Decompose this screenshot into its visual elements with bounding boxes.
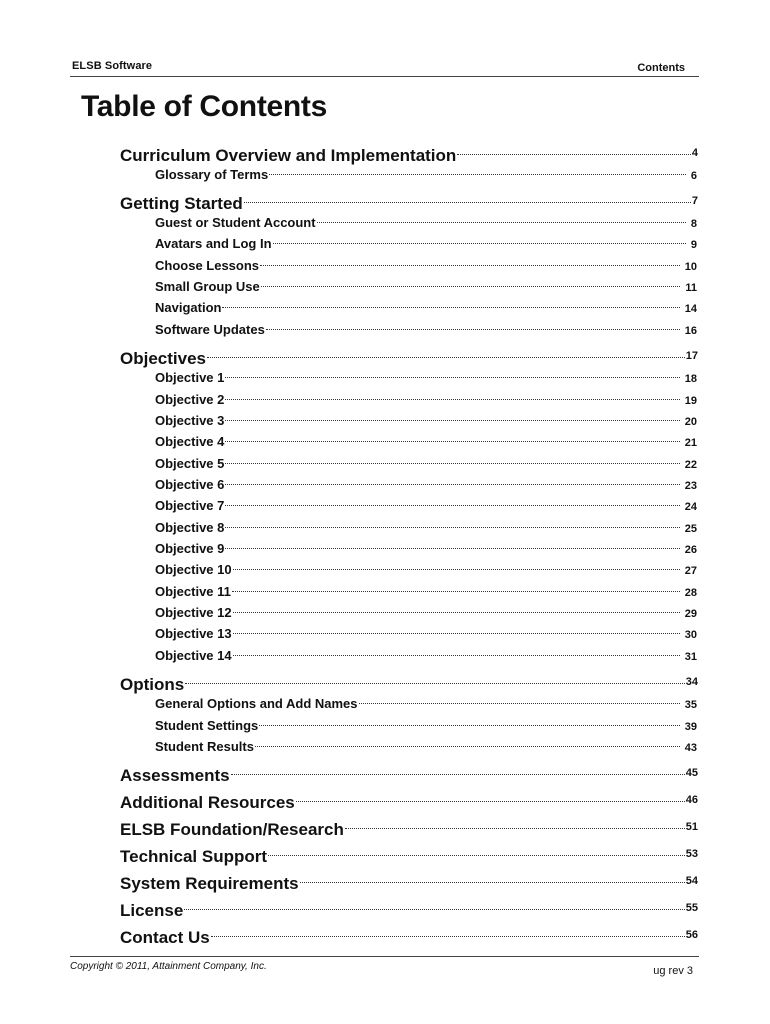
toc-subsection-entry[interactable] xyxy=(155,456,697,471)
toc-page-number: 24 xyxy=(684,501,697,513)
header-section-name: Contents xyxy=(637,62,685,74)
toc-page-number: 22 xyxy=(684,459,697,471)
toc-subsection-entry[interactable] xyxy=(155,605,697,620)
toc-subsection-entry[interactable] xyxy=(155,413,697,428)
toc-page-number: 53 xyxy=(685,848,698,860)
toc-section-entry[interactable] xyxy=(120,349,698,369)
toc-dot-leader xyxy=(345,828,685,829)
toc-dot-leader xyxy=(231,774,685,775)
toc-entry-label: Additional Resources xyxy=(120,793,295,812)
toc-section-entry[interactable] xyxy=(120,820,698,840)
toc-page-number: 4 xyxy=(691,147,698,159)
toc-section-entry[interactable] xyxy=(120,928,698,948)
toc-dot-leader xyxy=(225,463,679,464)
toc-dot-leader xyxy=(225,399,679,400)
toc-section-entry[interactable] xyxy=(120,194,698,214)
toc-page-number: 55 xyxy=(685,902,698,914)
toc-entry-label: Objective 4 xyxy=(155,434,225,449)
toc-section-entry[interactable] xyxy=(120,901,698,921)
toc-page-number: 51 xyxy=(685,821,698,833)
toc-dot-leader xyxy=(269,174,686,175)
toc-page-number: 54 xyxy=(685,875,698,887)
toc-dot-leader xyxy=(300,882,685,883)
toc-page-number: 8 xyxy=(690,218,697,230)
toc-dot-leader xyxy=(184,909,684,910)
toc-page-number: 27 xyxy=(684,565,697,577)
toc-subsection-entry[interactable] xyxy=(155,258,697,273)
toc-entry-label: Objective 7 xyxy=(155,498,225,513)
toc-entry-label: Objective 6 xyxy=(155,477,225,492)
toc-entry-label: Navigation xyxy=(155,300,222,315)
toc-dot-leader xyxy=(259,725,679,726)
toc-page-number: 16 xyxy=(684,325,697,337)
toc-dot-leader xyxy=(225,484,679,485)
toc-entry-label: Getting Started xyxy=(120,194,243,213)
toc-entry-label: Student Settings xyxy=(155,718,259,733)
toc-page-number: 10 xyxy=(684,261,697,273)
page-title: Table of Contents xyxy=(81,90,328,123)
toc-page-number: 28 xyxy=(684,587,697,599)
toc-dot-leader xyxy=(207,357,685,358)
revision-text: ug rev 3 xyxy=(653,965,693,977)
toc-page-number: 14 xyxy=(684,303,697,315)
toc-entry-label: Objective 11 xyxy=(155,584,231,599)
toc-entry-label: Objective 5 xyxy=(155,456,225,471)
toc-entry-label: Avatars and Log In xyxy=(155,236,272,251)
toc-dot-leader xyxy=(266,329,680,330)
toc-subsection-entry[interactable] xyxy=(155,739,697,754)
toc-entry-label: ELSB Foundation/Research xyxy=(120,820,344,839)
toc-entry-label: Glossary of Terms xyxy=(155,167,269,182)
page-footer xyxy=(70,956,699,977)
toc-entry-label: Objective 9 xyxy=(155,541,225,556)
toc-page-number: 56 xyxy=(685,929,698,941)
toc-subsection-entry[interactable] xyxy=(155,434,697,449)
toc-entry-label: Objective 1 xyxy=(155,370,225,385)
toc-subsection-entry[interactable] xyxy=(155,477,697,492)
toc-subsection-entry[interactable] xyxy=(155,392,697,407)
toc-page-number: 9 xyxy=(690,239,697,251)
toc-dot-leader xyxy=(233,612,680,613)
toc-entry-label: Objective 12 xyxy=(155,605,232,620)
toc-dot-leader xyxy=(317,222,686,223)
toc-entry-label: Curriculum Overview and Implementation xyxy=(120,146,457,165)
toc-entry-label: License xyxy=(120,901,184,920)
toc-subsection-entry[interactable] xyxy=(155,300,697,315)
toc-dot-leader xyxy=(255,746,680,747)
toc-dot-leader xyxy=(225,420,679,421)
toc-entry-label: System Requirements xyxy=(120,874,299,893)
toc-dot-leader xyxy=(225,441,679,442)
toc-page-number: 34 xyxy=(685,676,698,688)
toc-subsection-entry[interactable] xyxy=(155,370,697,385)
toc-subsection-entry[interactable] xyxy=(155,236,697,251)
toc-section-entry[interactable] xyxy=(120,146,698,166)
toc-dot-leader xyxy=(225,548,679,549)
toc-entry-label: Options xyxy=(120,675,185,694)
toc-dot-leader xyxy=(225,377,679,378)
toc-entry-label: Contact Us xyxy=(120,928,210,947)
toc-entry-label: Objective 13 xyxy=(155,626,232,641)
toc-page-number: 31 xyxy=(684,651,697,663)
toc-dot-leader xyxy=(233,569,680,570)
toc-section-entry[interactable] xyxy=(120,793,698,813)
toc-subsection-entry[interactable] xyxy=(155,626,697,641)
toc-dot-leader xyxy=(185,683,685,684)
toc-subsection-entry[interactable] xyxy=(155,215,697,230)
toc-dot-leader xyxy=(244,202,691,203)
toc-subsection-entry[interactable] xyxy=(155,279,697,294)
toc-entry-label: Objective 2 xyxy=(155,392,225,407)
toc-subsection-entry[interactable] xyxy=(155,648,697,663)
toc-dot-leader xyxy=(457,154,691,155)
toc-entry-label: Technical Support xyxy=(120,847,268,866)
toc-entry-label: Objectives xyxy=(120,349,206,368)
toc-dot-leader xyxy=(261,286,681,287)
toc-section-entry[interactable] xyxy=(120,766,698,786)
toc-subsection-entry[interactable] xyxy=(155,322,697,337)
header-product-name: ELSB Software xyxy=(72,60,153,72)
toc-dot-leader xyxy=(359,703,680,704)
toc-page-number: 46 xyxy=(685,794,698,806)
toc-page-number: 35 xyxy=(684,699,697,711)
toc-dot-leader xyxy=(225,505,679,506)
toc-entry-label: Objective 3 xyxy=(155,413,225,428)
toc-section-entry[interactable] xyxy=(120,675,698,695)
toc-dot-leader xyxy=(260,265,680,266)
toc-subsection-entry[interactable] xyxy=(155,696,697,711)
toc-entry-label: Choose Lessons xyxy=(155,258,260,273)
toc-entry-label: Objective 8 xyxy=(155,520,225,535)
toc-dot-leader xyxy=(225,527,679,528)
toc-entry-label: Small Group Use xyxy=(155,279,260,294)
toc-subsection-entry[interactable] xyxy=(155,520,697,535)
toc-subsection-entry[interactable] xyxy=(155,718,697,733)
toc-dot-leader xyxy=(296,801,685,802)
toc-entry-label: General Options and Add Names xyxy=(155,696,358,711)
toc-entry-label: Student Results xyxy=(155,739,254,754)
toc-page-number: 43 xyxy=(684,742,697,754)
toc-page-number: 18 xyxy=(684,373,697,385)
toc-page-number: 30 xyxy=(684,629,697,641)
toc-dot-leader xyxy=(211,936,685,937)
toc-dot-leader xyxy=(222,307,679,308)
toc-dot-leader xyxy=(232,591,680,592)
toc-subsection-entry[interactable] xyxy=(155,584,697,599)
copyright-text: Copyright © 2011, Attainment Company, Inc. xyxy=(70,961,267,972)
toc-page-number: 20 xyxy=(684,416,697,428)
toc-page-number: 26 xyxy=(684,544,697,556)
toc-page-number: 39 xyxy=(684,721,697,733)
toc-entry-label: Objective 14 xyxy=(155,648,232,663)
toc-subsection-entry[interactable] xyxy=(155,562,697,577)
toc-page-number: 11 xyxy=(685,282,697,294)
toc-entry-label: Software Updates xyxy=(155,322,265,337)
toc-entry-label: Guest or Student Account xyxy=(155,215,316,230)
toc-dot-leader xyxy=(268,855,685,856)
toc-entry-label: Objective 10 xyxy=(155,562,232,577)
toc-page-number: 25 xyxy=(684,523,697,535)
toc-section-entry[interactable] xyxy=(120,874,698,894)
toc-section-entry[interactable] xyxy=(120,847,698,867)
toc-dot-leader xyxy=(233,655,680,656)
toc-page-number: 21 xyxy=(684,437,697,449)
toc-page-number: 45 xyxy=(685,767,698,779)
toc-entry-label: Assessments xyxy=(120,766,230,785)
toc-subsection-entry[interactable] xyxy=(155,541,697,556)
toc-page-number: 7 xyxy=(691,195,698,207)
toc-dot-leader xyxy=(273,243,686,244)
toc-page-number: 6 xyxy=(690,170,697,182)
toc-page-number: 17 xyxy=(685,350,698,362)
toc-dot-leader xyxy=(233,633,680,634)
toc-subsection-entry[interactable] xyxy=(155,498,697,513)
toc-subsection-entry[interactable] xyxy=(155,167,697,182)
toc-page-number: 19 xyxy=(684,395,697,407)
toc-page-number: 29 xyxy=(684,608,697,620)
toc-page-number: 23 xyxy=(684,480,697,492)
